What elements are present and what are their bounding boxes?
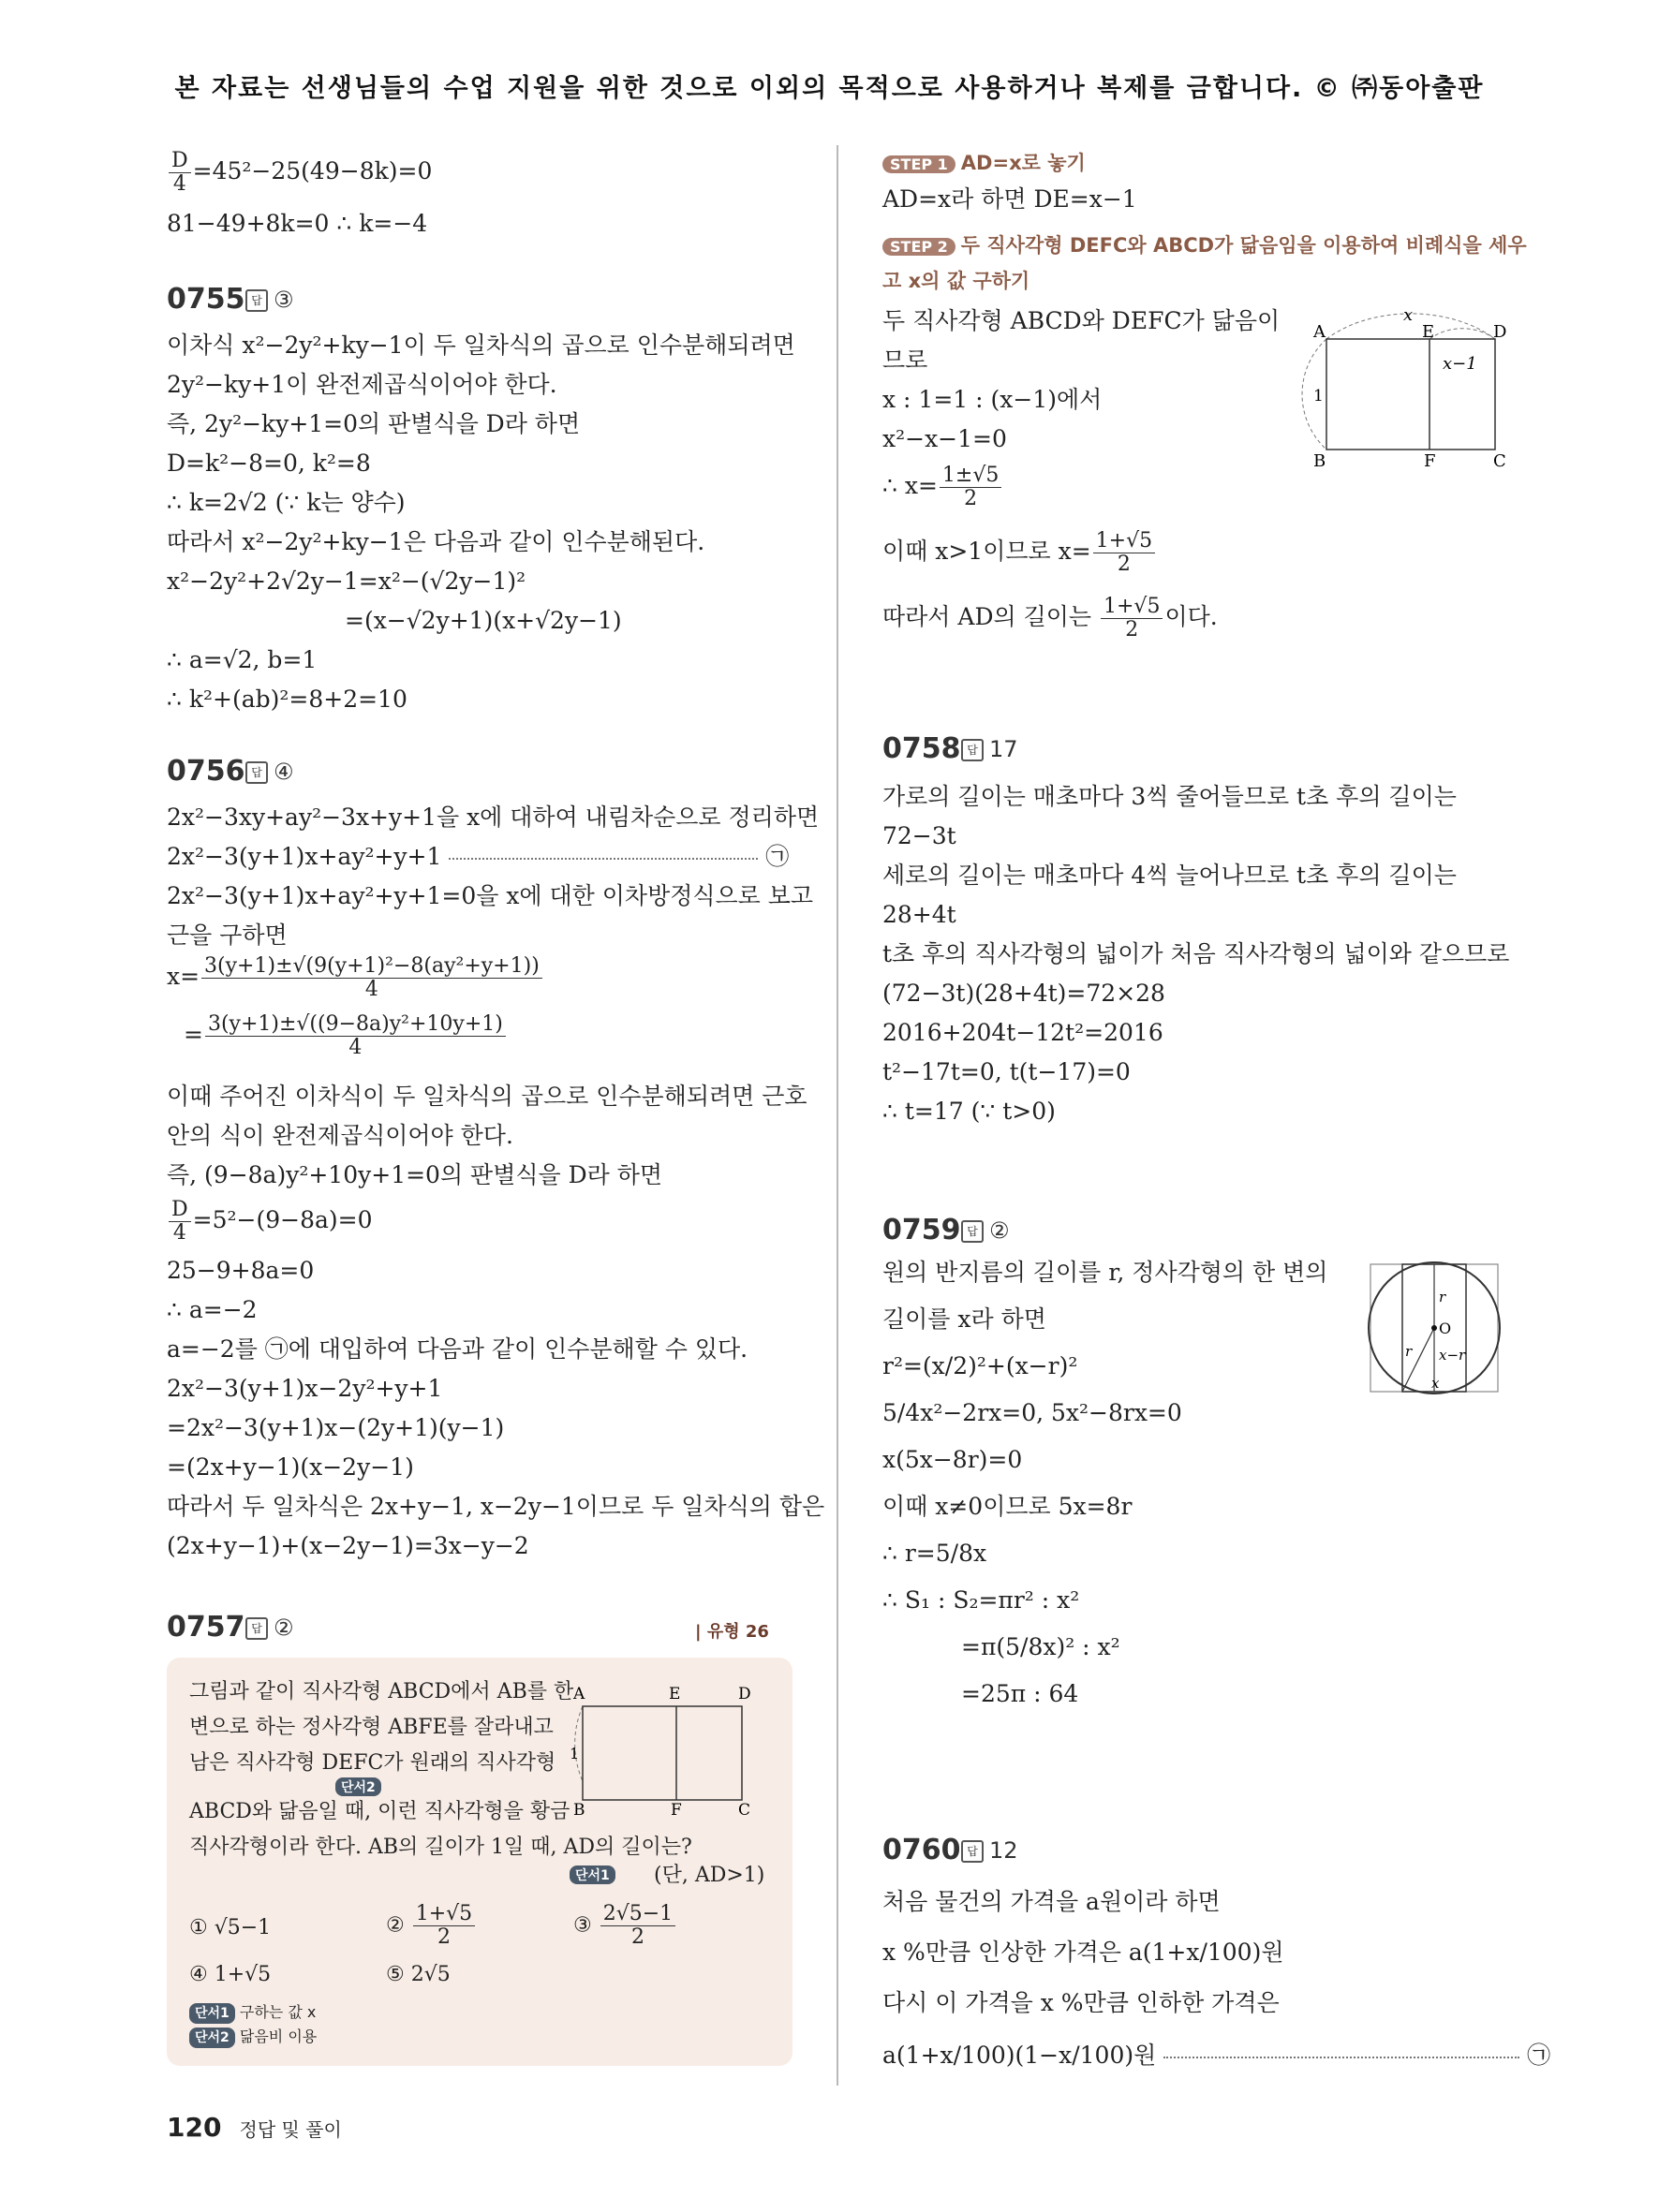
label-one: 1 <box>1313 387 1324 406</box>
choice-4: ④ 1+√5 <box>189 1963 272 1986</box>
text-line: (72−3t)(28+4t)=72×28 <box>882 980 1165 1007</box>
text-line: x %만큼 인상한 가격은 a(1+x/100)원 <box>882 1939 1284 1966</box>
label-f: F <box>1424 451 1436 471</box>
text-line: ∴ a=−2 <box>167 1296 258 1323</box>
circle-square-figure <box>1364 1255 1504 1395</box>
text-line: 5/4x²−2rx=0, 5x²−8rx=0 <box>882 1399 1182 1426</box>
problem-text: 남은 직사각형 DEFC가 원래의 직사각형 <box>189 1751 556 1775</box>
label-e: E <box>669 1685 681 1703</box>
text-line: ∴ k²+(ab)²=8+2=10 <box>167 686 407 713</box>
answer-label: 답 12 <box>961 1837 1018 1864</box>
text-line: t²−17t=0, t(t−17)=0 <box>882 1058 1131 1085</box>
problem-number: 0758 <box>882 732 961 765</box>
fraction: $\frac{D}{4}$ <box>169 150 191 196</box>
root-formula-2: = $\frac{\text{3(y+1)±√((9−8a)y²+10y+1)}}{4}$ <box>184 1013 508 1059</box>
golden-rectangle-figure <box>1293 302 1518 479</box>
text-line: x²−x−1=0 <box>882 425 1007 452</box>
choice-5: ⑤ 2√5 <box>386 1963 451 1986</box>
arc-xm1 <box>1429 329 1495 339</box>
text-line: 28+4t <box>882 901 956 928</box>
label-one: 1 <box>570 1745 580 1762</box>
label-x: x <box>1431 1375 1440 1392</box>
condition: (단, AD>1) <box>654 1864 765 1887</box>
choice-2: ② $\frac{1+√5}{2}$ <box>386 1903 477 1949</box>
text-line: x²−2y²+2√2y−1=x²−(√2y−1)² <box>167 568 526 595</box>
text-line: ∴ a=√2, b=1 <box>167 646 318 673</box>
hint-note: 단서2 닮음비 이용 <box>189 2027 317 2048</box>
text-line: x(5x−8r)=0 <box>882 1446 1023 1473</box>
footer <box>167 2112 342 2143</box>
label-a: A <box>1313 322 1326 342</box>
text-line: 처음 물건의 가격을 a원이라 하면 <box>882 1888 1221 1915</box>
text-line: 세로의 길이는 매초마다 4씩 늘어나므로 t초 후의 길이는 <box>882 862 1457 889</box>
text-line: ∴ S₁ : S₂=πr² : x² <box>882 1586 1080 1614</box>
text-line: 25−9+8a=0 <box>167 1257 315 1284</box>
center-point <box>1431 1325 1437 1331</box>
discriminant-line: $\frac{D}{4}$ =5²−(9−8a)=0 <box>167 1199 373 1245</box>
text-line: a=−2를 ㉠에 대입하여 다음과 같이 인수분해할 수 있다. <box>167 1335 748 1363</box>
text-line: =(x−√2y+1)(x+√2y−1) <box>345 607 622 634</box>
label-f: F <box>671 1801 682 1815</box>
text-line: =2x²−3(y+1)x−(2y+1)(y−1) <box>167 1414 505 1441</box>
text-line: 이차식 x²−2y²+ky−1이 두 일차식의 곱으로 인수분해되려면 <box>167 332 795 359</box>
problem-number: 0755 <box>167 283 245 316</box>
text-line: =(2x+y−1)(x−2y−1) <box>167 1453 414 1481</box>
answer-label: 답 17 <box>961 736 1018 762</box>
text-line: ∴ k=2√2 (∵ k는 양수) <box>167 489 406 516</box>
step-2-cont: 고 x의 값 구하기 <box>882 270 1030 292</box>
text-line: 따라서 x²−2y²+ky−1은 다음과 같이 인수분해된다. <box>167 528 705 555</box>
text-line: =π(5/8x)² : x² <box>961 1633 1120 1660</box>
label-x: x <box>1403 305 1414 325</box>
text-line: =25π : 64 <box>961 1680 1079 1707</box>
arc <box>575 1706 583 1781</box>
text-line: 즉, 2y²−ky+1=0의 판별식을 D라 하면 <box>167 410 581 437</box>
root-formula-1: x= $\frac{\text{3(y+1)±√(9(y+1)²−8(ay²+y+1))}}{4}$ <box>167 955 544 1001</box>
step-2: STEP 2 두 직사각형 DEFC와 ABCD가 닮음임을 이용하여 비례식을 세우 <box>882 230 1527 258</box>
radius <box>1402 1328 1434 1392</box>
problem-text: ABCD와 닮음일 때, 이런 직사각형을 황금 <box>189 1800 570 1823</box>
text-line: 2x²−3(y+1)x+ay²+y+1 ㉠ <box>167 843 790 870</box>
text-line: 두 직사각형 ABCD와 DEFC가 닮음이 <box>882 307 1281 334</box>
answer-label: 답 ② <box>961 1217 1010 1244</box>
label-c: C <box>738 1801 751 1815</box>
hint-note: 단서1 구하는 값 x <box>189 2002 316 2024</box>
text-line: 2x²−3xy+ay²−3x+y+1을 x에 대하여 내림차순으로 정리하면 <box>167 804 820 831</box>
solution-line: 따라서 AD의 길이는 $\frac{1+√5}{2}$ 이다. <box>882 595 1218 641</box>
text-line: ∴ r=5/8x <box>882 1540 987 1567</box>
label-e: E <box>1422 322 1435 342</box>
step-1: STEP 1 AD=x로 놓기 <box>882 148 1086 176</box>
text-line: r²=(x/2)²+(x−r)² <box>882 1352 1078 1379</box>
text-line: 원의 반지름의 길이를 r, 정사각형의 한 변의 <box>882 1259 1328 1286</box>
solution-line: ∴ x= $\frac{1\pm√5}{2}$ <box>882 465 1003 510</box>
text-line: 따라서 두 일차식은 2x+y−1, x−2y−1이므로 두 일차식의 합은 <box>167 1493 825 1520</box>
text-line: 이때 x≠0이므로 5x=8r <box>882 1493 1133 1520</box>
text-line: 2016+204t−12t²=2016 <box>882 1019 1163 1046</box>
footer-label: 정답 및 풀이 <box>239 2118 342 2141</box>
text-line: 길이를 x라 하면 <box>882 1305 1046 1333</box>
choice-3: ③ $\frac{2√5-1}{2}$ <box>573 1903 677 1949</box>
text-line: 므로 <box>882 347 928 374</box>
text-line: x : 1=1 : (x−1)에서 <box>882 386 1103 413</box>
rectangle-abcd <box>583 1706 742 1800</box>
label-d: D <box>1493 322 1507 342</box>
page-number: 120 <box>167 2112 222 2143</box>
label-c: C <box>1493 451 1506 471</box>
answer-label: 답 ② <box>245 1615 294 1641</box>
choice-1: ① √5−1 <box>189 1916 272 1939</box>
text-line: 2x²−3(y+1)x−2y²+y+1 <box>167 1375 443 1402</box>
text-line: (2x+y−1)+(x−2y−1)=3x−y−2 <box>167 1532 529 1559</box>
text-line: 이때 주어진 이차식이 두 일차식의 곱으로 인수분해되려면 근호 <box>167 1083 807 1110</box>
copyright-header: 본 자료는 선생님들의 수업 지원을 위한 것으로 이외의 목적으로 사용하거나 복제를 금합니다. © ㈜동아출판 <box>174 74 1485 103</box>
text-line: 2x²−3(y+1)x+ay²+y+1=0을 x에 대한 이차방정식으로 보고 <box>167 882 814 909</box>
hint-tag: 단서1 <box>570 1865 615 1884</box>
problem-type: | 유형 26 <box>695 1622 769 1642</box>
solution-line: 이때 x>1이므로 x= $\frac{1+√5}{2}$ <box>882 530 1157 576</box>
text-line: 즉, (9−8a)y²+10y+1=0의 판별식을 D라 하면 <box>167 1161 663 1188</box>
text-line: 근을 구하면 <box>167 922 288 949</box>
text-line: AD=x라 하면 DE=x−1 <box>882 185 1137 213</box>
label-b: B <box>573 1801 585 1815</box>
problem-text: 직사각형이라 한다. AB의 길이가 1일 때, AD의 길이는? <box>189 1836 692 1859</box>
hint-tag: 단서2 <box>335 1777 381 1796</box>
text-line: ∴ t=17 (∵ t>0) <box>882 1098 1056 1125</box>
label-r: r <box>1405 1343 1413 1360</box>
label-xm1: x−1 <box>1443 354 1477 374</box>
label-o: O <box>1439 1320 1452 1337</box>
discriminant-line: $\frac{D}{4}$ =45²−25(49−8k)=0 <box>167 150 432 196</box>
text-line: 2y²−ky+1이 완전제곱식이어야 한다. <box>167 371 557 398</box>
column-divider <box>837 145 838 2086</box>
label-d: D <box>738 1685 751 1703</box>
problem-number: 0757 <box>167 1611 245 1644</box>
text-line: 81−49+8k=0 ∴ k=−4 <box>167 210 428 237</box>
golden-rectangle-figure <box>570 1674 776 1815</box>
text-line: a(1+x/100)(1−x/100)원 ㉠ <box>882 2042 1551 2069</box>
text-line: 가로의 길이는 매초마다 3씩 줄어들므로 t초 후의 길이는 <box>882 783 1457 810</box>
problem-number: 0759 <box>882 1214 961 1246</box>
label-xmr: x−r <box>1439 1347 1466 1364</box>
answer-label: 답 ③ <box>245 287 294 313</box>
label-b: B <box>1313 451 1326 471</box>
problem-number: 0760 <box>882 1834 961 1866</box>
text-line: 다시 이 가격을 x %만큼 인하한 가격은 <box>882 1989 1280 2016</box>
label-r-top: r <box>1439 1289 1446 1305</box>
answer-label: 답 ④ <box>245 759 294 785</box>
text-line: t초 후의 직사각형의 넓이가 처음 직사각형의 넓이와 같으므로 <box>882 940 1510 967</box>
problem-box <box>167 1658 792 2066</box>
problem-number: 0756 <box>167 755 245 788</box>
text-line: 안의 식이 완전제곱식이어야 한다. <box>167 1122 513 1149</box>
problem-text: 변으로 하는 정사각형 ABFE를 잘라내고 <box>189 1716 554 1739</box>
text-line: D=k²−8=0, k²=8 <box>167 450 371 477</box>
label-a: A <box>573 1685 585 1703</box>
text-line: 72−3t <box>882 822 956 849</box>
problem-text: 그림과 같이 직사각형 ABCD에서 AB를 한 <box>189 1680 574 1703</box>
